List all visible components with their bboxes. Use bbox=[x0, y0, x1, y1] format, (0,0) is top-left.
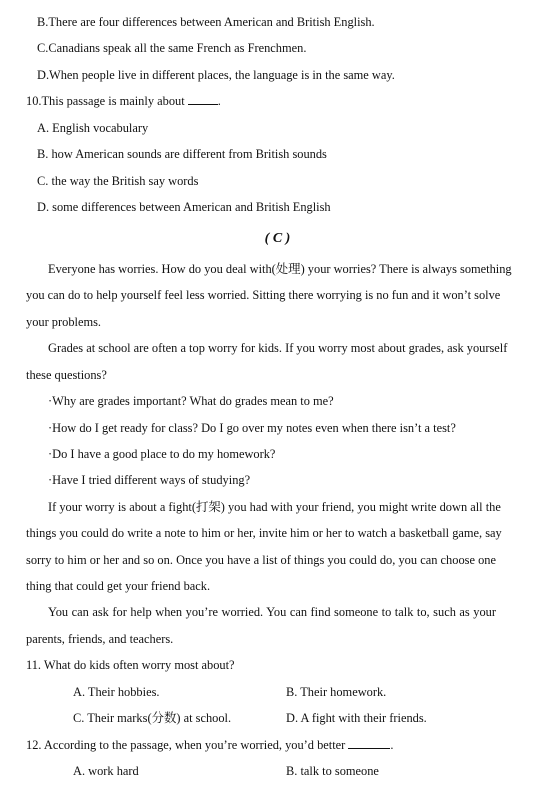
passage-line: Grades at school are often a top worry for kids. If you worry most about grades, ask yourself bbox=[48, 341, 508, 355]
bullet-question: ·How do I get ready for class? Do I go over my notes even when there isn’t a test? bbox=[48, 421, 456, 435]
bullet-question: ·Do I have a good place to do my homework? bbox=[48, 447, 276, 461]
passage-line: you can do to help yourself feel less worried. Sitting there worrying is no fun and it won’t solve bbox=[26, 288, 501, 302]
q10-option-b: B. how American sounds are different from British sounds bbox=[37, 147, 327, 161]
q12-option-a: A. work hard bbox=[73, 764, 139, 778]
q12-option-b: B. talk to someone bbox=[286, 764, 379, 778]
section-title: ( C ) bbox=[264, 231, 291, 246]
q11-stem: 11. What do kids often worry most about? bbox=[26, 658, 235, 672]
passage-line: You can ask for help when you’re worried. You can find someone to talk to, such as your bbox=[48, 605, 496, 619]
q10-stem-end: . bbox=[217, 94, 221, 108]
q10-option-d: D. some differences between American and British English bbox=[37, 200, 331, 214]
answer-blank bbox=[348, 737, 390, 749]
passage-line: your problems. bbox=[26, 315, 102, 329]
passage-line: Everyone has worries. How do you deal with(处理) your worries? There is always something bbox=[48, 262, 512, 276]
q12-stem-end: . bbox=[390, 738, 394, 752]
q12-stem bbox=[26, 737, 394, 753]
passage-line: things you could do write a note to him or her, invite him or her to watch a basketball game, say bbox=[26, 526, 502, 540]
passage-line: these questions? bbox=[26, 368, 107, 382]
passage-line: sorry to him or her and so on. Once you have a list of things you could do, you can choose one bbox=[26, 553, 496, 567]
passage-line: If your worry is about a fight(打架) you had with your friend, you might write down all the bbox=[48, 500, 501, 514]
bullet-question: ·Have I tried different ways of studying? bbox=[48, 473, 251, 487]
q11-option-a: A. Their hobbies. bbox=[73, 685, 160, 699]
bullet-question: ·Why are grades important? What do grades mean to me? bbox=[48, 394, 334, 408]
q10-option-a: A. English vocabulary bbox=[37, 121, 149, 135]
q10-stem bbox=[26, 93, 221, 109]
q10-option-c: C. the way the British say words bbox=[37, 174, 199, 188]
passage-line: thing that could get your friend back. bbox=[26, 579, 211, 593]
q11-option-d: D. A fight with their friends. bbox=[286, 711, 427, 725]
q9-option-b: B.There are four differences between American and British English. bbox=[37, 15, 375, 29]
q10-stem-text: 10.This passage is mainly about bbox=[26, 94, 188, 108]
answer-blank bbox=[188, 93, 218, 105]
q12-stem-text: 12. According to the passage, when you’re worried, you’d better bbox=[26, 738, 349, 752]
q11-option-b: B. Their homework. bbox=[286, 685, 387, 699]
q11-option-c: C. Their marks(分数) at school. bbox=[73, 711, 232, 725]
passage-line: parents, friends, and teachers. bbox=[26, 632, 174, 646]
q9-option-c: C.Canadians speak all the same French as Frenchmen. bbox=[37, 41, 307, 55]
q9-option-d: D.When people live in different places, the language is in the same way. bbox=[37, 68, 395, 82]
